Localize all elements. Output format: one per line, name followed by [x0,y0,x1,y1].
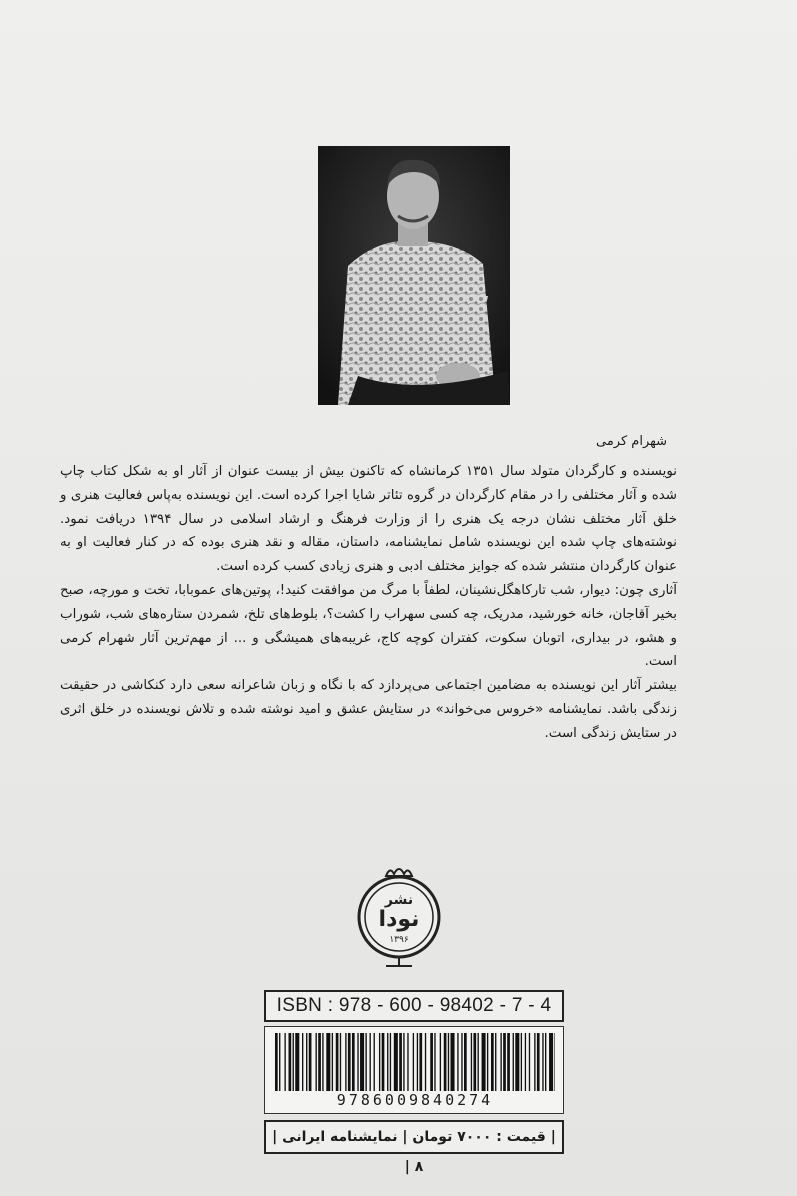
barcode-bar [345,1033,346,1091]
price-line: | قیمت : ۷۰۰۰ تومان | نمایشنامه ایرانی | ۸ | [264,1120,564,1154]
barcode-bar [275,1033,278,1091]
barcode-bar [473,1033,476,1091]
barcode-bar [554,1033,555,1091]
barcode-bar [487,1033,488,1091]
barcode-bar [399,1033,402,1091]
barcode-bar [348,1033,351,1091]
barcode-bar [542,1033,543,1091]
barcode-bar [521,1033,522,1091]
barcode-digits: 9786009840274 [336,1091,494,1109]
publisher-logo-name: نودا [378,907,420,932]
barcode-bar [360,1033,364,1091]
barcode-bar [279,1033,280,1091]
barcode-bar [461,1033,462,1091]
barcode-bar [336,1033,339,1091]
barcode-bar [332,1033,333,1091]
barcode-bar [306,1033,307,1091]
barcode-bar [340,1033,341,1091]
barcode-bar [440,1033,441,1091]
barcode-bar [417,1033,418,1091]
barcode-bar [413,1033,414,1091]
barcode-block [264,990,564,1175]
barcode-bar [513,1033,514,1091]
publisher-logo-top: نشر [384,892,414,908]
barcode-bar [357,1033,358,1091]
barcode-bar [525,1033,526,1091]
barcode-bar [365,1033,366,1091]
barcode-bar [322,1033,323,1091]
barcode-bar [302,1033,303,1091]
barcode-bar [295,1033,299,1091]
barcode-bar [495,1033,496,1091]
barcode-bar [434,1033,435,1091]
barcode-bar [545,1033,546,1091]
barcode-bar [464,1033,467,1091]
barcode-bar [529,1033,530,1091]
barcode-bar [293,1033,294,1091]
barcode-bar [491,1033,494,1091]
barcode-bar [284,1033,285,1091]
barcode-bar [374,1033,375,1091]
barcode-bar [407,1033,408,1091]
barcode-bar [451,1033,455,1091]
author-biography [60,460,677,746]
barcode-bar [500,1033,501,1091]
barcode-bar [478,1033,479,1091]
barcode-bar [549,1033,553,1091]
author-photo [318,146,510,405]
barcode-bar [515,1033,519,1091]
barcode-bar [444,1033,447,1091]
barcode-bar [448,1033,449,1091]
author-portrait-image [318,146,510,405]
barcode-bar [318,1033,321,1091]
author-name: شهرام کرمی [595,434,667,449]
publisher-logo [356,862,442,970]
barcode-bar [387,1033,388,1091]
barcode-bar [537,1033,540,1091]
barcode-bar [457,1033,458,1091]
barcode [264,1026,564,1114]
publisher-logo-year: ۱۳۹۶ [389,935,409,945]
barcode-bar [316,1033,317,1091]
bio-paragraph: آثاری چون: دیوار، شب تارکاهگل‌نشینان، لطفاً با مرگ من موافقت کنید!، پوتین‌های عموبابا، تخت و مورچه، صبح بخیر آقاجان، خانه خورشید، مدریک، چه کسی سهراب را کشت؟، بلوط‌های تلخ، شمردن ستاره‌های شب، شوراب و هشو، در بیداری، اتوبان سکوت، کفتران کوچه کاج، غریبه‌های همیشگی و ... از مهم‌ترین آثار شهرام کرمی است. [60,582,677,670]
barcode-bar [534,1033,535,1091]
barcode-bar [507,1033,510,1091]
bio-paragraph: نویسنده و کارگردان متولد سال ۱۳۵۱ کرمانشاه که تاکنون بیش از بیست عنوان از آثار او به شکل کتاب چاپ شده و آثار مختلفی را در مقام کارگردان در گروه تئاتر شایا اجرا کرده است. این نویسنده به‌پاس فعالیت هنری و خلق آثار مختلف نشان درجه یک هنری را از وزارت فرهنگ و ارشاد اسلامی در سال ۱۳۹۴ دریافت نمود. نوشته‌های چاپ شده این نویسنده شامل نمایشنامه، داستان، مقاله و نقد هنری بوده که در کنار فعالیت او به عنوان کارگردان منتشر شده که جوایز مختلف ادبی و هنری زیادی کسب کرده است. [60,464,677,575]
barcode-bar [430,1033,433,1091]
barcode-bar [370,1033,371,1091]
barcode-bar [382,1033,385,1091]
barcode-bar [326,1033,330,1091]
barcode-bar [394,1033,398,1091]
barcode-bar [471,1033,472,1091]
barcode-bars [275,1033,555,1091]
isbn-label: ISBN : 978 - 600 - 98402 - 7 - 4 [264,990,564,1022]
barcode-bar [390,1033,391,1091]
bio-paragraph: بیشتر آثار این نویسنده به مضامین اجتماعی می‌پردازد که با نگاه و زبان شاعرانه سعی دارد کنکاشی در حقیقت زندگی باشد. نمایشنامه «خروس می‌خواند» در ستایش عشق و امید نوشته شده و تلاش نویسنده در خلق اثری در ستایش زندگی است. [60,678,677,741]
barcode-bar [482,1033,486,1091]
crown-icon [386,869,412,876]
barcode-bar [379,1033,380,1091]
barcode-bar [403,1033,404,1091]
barcode-bar [289,1033,292,1091]
barcode-bar [425,1033,426,1091]
barcode-bar [352,1033,355,1091]
barcode-bar [419,1033,422,1091]
barcode-bar [503,1033,506,1091]
barcode-bar [309,1033,312,1091]
